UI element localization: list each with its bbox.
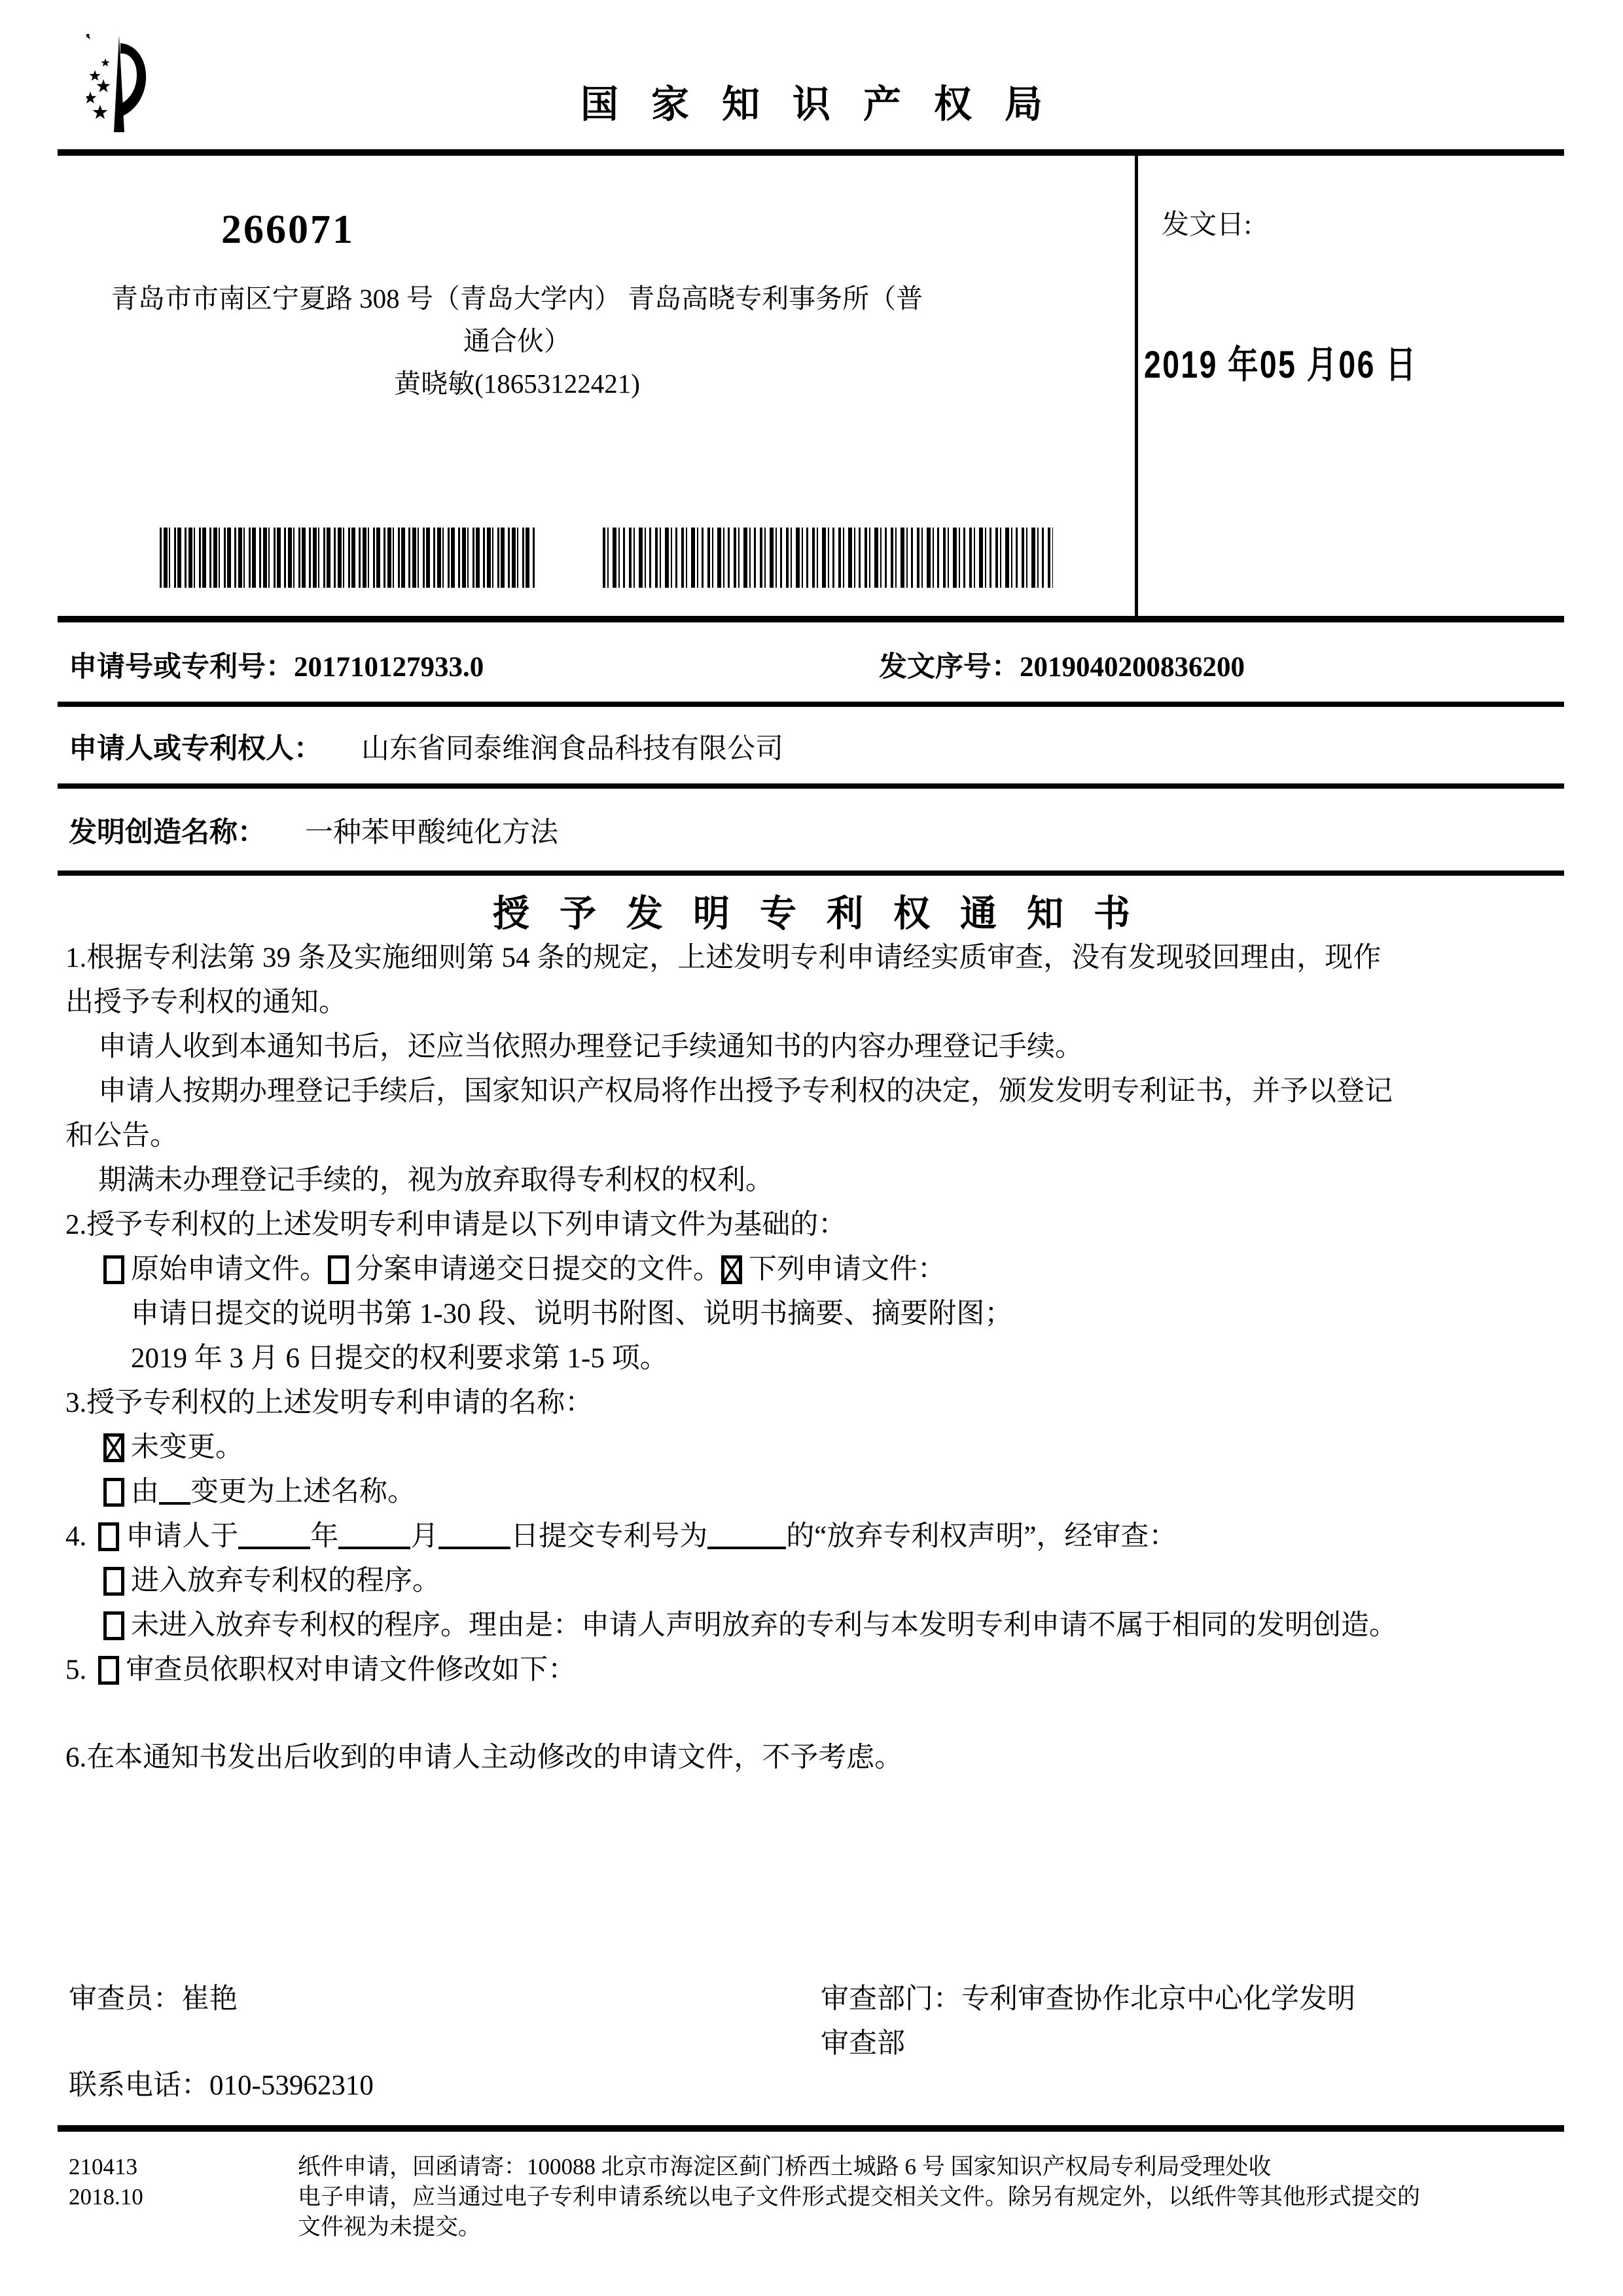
item1-line3: 申请人收到本通知书后，还应当依照办理登记手续通知书的内容办理登记手续。 — [98, 1031, 1083, 1062]
rule-under-invention — [58, 870, 1564, 876]
rule-under-mailing — [58, 616, 1564, 622]
item4-seg5: 的“放弃专利权声明”，经审查： — [786, 1521, 1177, 1552]
issue-date-label: 发文日: — [1162, 210, 1252, 240]
date-box-divider — [1135, 156, 1138, 617]
checkbox-name-changed — [103, 1478, 124, 1507]
issue-date-stamp: 2019 年05 月06 日 — [1144, 344, 1418, 386]
checkbox-name-unchanged-label: 未变更。 — [131, 1432, 243, 1463]
examiner-name: 崔艳 — [181, 1984, 238, 2015]
agency-title: 国家知识产权局 — [580, 83, 1075, 126]
item1-line4: 申请人按期办理登记手续后，国家知识产权局将作出授予专利权的决定，颁发发明专利证书，并予以登记 — [98, 1076, 1393, 1107]
checkbox-name-changed-pre: 由 — [131, 1477, 159, 1507]
item3-heading: 3.授予专利权的上述发明专利申请的名称： — [65, 1388, 594, 1418]
blank-year — [238, 1541, 310, 1549]
checkbox-divisional-files-label: 分案申请递交日提交的文件。 — [355, 1254, 721, 1285]
mailing-code: 266071 — [221, 207, 355, 252]
item1-line6: 期满未办理登记手续的，视为放弃取得专利权的权利。 — [98, 1165, 774, 1196]
item3-option-changed — [65, 1470, 1571, 1515]
checkbox-divisional-files — [328, 1255, 349, 1284]
item5-heading — [65, 1648, 1571, 1693]
applicant-value: 山东省同泰维润食品科技有限公司 — [361, 734, 783, 764]
department-name-line1: 专利审查协作北京中心化学发明 — [961, 1984, 1355, 2015]
checkbox-original-files — [103, 1255, 124, 1284]
item2-detail2: 2019 年 3 月 6 日提交的权利要求第 1-5 项。 — [131, 1343, 668, 1374]
item4-seg1: 申请人于 — [126, 1521, 239, 1552]
notice-body — [65, 936, 1571, 1780]
applicant-row — [69, 726, 783, 766]
invention-row — [69, 810, 558, 850]
application-no-row — [69, 645, 484, 685]
checkbox-enter-abandon-label: 进入放弃专利权的程序。 — [131, 1566, 440, 1596]
item4-seg3: 月 — [410, 1521, 439, 1552]
item2-detail1: 申请日提交的说明书第 1-30 段、说明书附图、说明书摘要、摘要附图； — [131, 1299, 1013, 1329]
examiner-row — [69, 1977, 238, 2017]
serial-no-row — [879, 645, 1245, 685]
item4-option-not-enter — [65, 1604, 1571, 1648]
form-date: 2018.10 — [69, 2184, 143, 2210]
checkbox-not-enter-abandon-label: 未进入放弃专利权的程序。理由是：申请人声明放弃的专利与本发明专利申请不属于相同的发明创造。 — [131, 1610, 1397, 1641]
serial-no-value: 2019040200836200 — [1020, 652, 1245, 683]
item1-line1: 1.根据专利法第 39 条及实施细则第 54 条的规定，上述发明专利申请经实质审查，没有发现驳回理由，现作 — [65, 942, 1382, 973]
rule-under-application-no — [58, 702, 1564, 707]
blank-day — [438, 1541, 510, 1549]
header-rule — [58, 149, 1564, 156]
checkbox-examiner-amendment — [98, 1656, 119, 1685]
rule-under-applicant — [58, 783, 1564, 789]
barcode-left — [160, 528, 536, 588]
application-no-label: 申请号或专利号： — [69, 652, 294, 683]
checkbox-name-changed-post: 变更为上述名称。 — [190, 1477, 416, 1507]
applicant-label: 申请人或专利权人： — [69, 734, 322, 764]
checkbox-abandon-declaration — [98, 1522, 119, 1551]
item1-line2: 出授予专利权的通知。 — [65, 987, 347, 1018]
checkbox-enter-abandon — [103, 1567, 124, 1596]
blank-patent-no — [707, 1541, 786, 1549]
item5-number: 5. — [65, 1655, 87, 1685]
item4-option-enter — [65, 1559, 1571, 1604]
checkbox-not-enter-abandon — [103, 1611, 124, 1640]
item2-options — [65, 1247, 1571, 1292]
department-name-line2: 审查部 — [821, 2028, 905, 2059]
checkbox-following-files-label: 下列申请文件： — [749, 1254, 946, 1285]
footer-note-line2: 电子申请，应当通过电子专利申请系统以电子文件形式提交相关文件。除另有规定外，以纸件等其他形式提交的 — [298, 2184, 1421, 2210]
phone-number: 010-53962310 — [209, 2070, 374, 2101]
department-label: 审查部门： — [821, 1984, 961, 2015]
notice-title: 授予发明专利权通知书 — [493, 894, 1160, 935]
footer-note-line1: 纸件申请，回函请寄：100088 北京市海淀区蓟门桥西土城路 6 号 国家知识产权局专利局受理处收 — [298, 2154, 1272, 2179]
checkbox-following-files — [721, 1255, 742, 1284]
item3-option-unchanged — [65, 1426, 1571, 1470]
application-no-value: 201710127933.0 — [294, 652, 484, 683]
footer-note-line3: 文件视为未提交。 — [298, 2214, 482, 2240]
item4-number: 4. — [65, 1521, 87, 1552]
form-code: 210413 — [69, 2154, 137, 2179]
mailing-address — [65, 278, 969, 405]
department-row — [821, 1977, 1355, 2017]
examiner-label: 审查员： — [69, 1984, 181, 2015]
checkbox-name-unchanged — [103, 1433, 124, 1462]
department-row-line2 — [821, 2021, 905, 2061]
item4-seg2: 年 — [310, 1521, 339, 1552]
footer-rule — [58, 2125, 1564, 2132]
item6-text: 6.在本通知书发出后收到的申请人主动修改的申请文件，不予考虑。 — [65, 1742, 903, 1773]
blank-old-name — [159, 1497, 190, 1505]
address-line-1: 青岛市市南区宁夏路 308 号（青岛大学内） 青岛高晓专利事务所（普 — [111, 283, 923, 314]
phone-label: 联系电话： — [69, 2070, 209, 2101]
footer-notes — [298, 2152, 1541, 2242]
item5-text: 审查员依职权对申请文件修改如下： — [126, 1655, 577, 1685]
address-line-2: 通合伙） — [463, 326, 571, 356]
blank-month — [338, 1541, 410, 1549]
serial-no-label: 发文序号： — [879, 652, 1020, 683]
phone-row — [69, 2063, 374, 2103]
recipient-name: 黄晓敏(18653122421) — [394, 368, 640, 399]
invention-value: 一种苯甲酸纯化方法 — [305, 817, 558, 848]
checkbox-original-files-label: 原始申请文件。 — [131, 1254, 328, 1285]
item4-heading — [65, 1515, 1571, 1559]
item1-line5: 和公告。 — [65, 1121, 178, 1151]
item2-heading: 2.授予专利权的上述发明专利申请是以下列申请文件为基础的： — [65, 1210, 847, 1240]
item4-seg4: 日提交专利号为 — [510, 1521, 708, 1552]
invention-label: 发明创造名称： — [69, 817, 266, 848]
barcode-right — [603, 528, 1053, 588]
